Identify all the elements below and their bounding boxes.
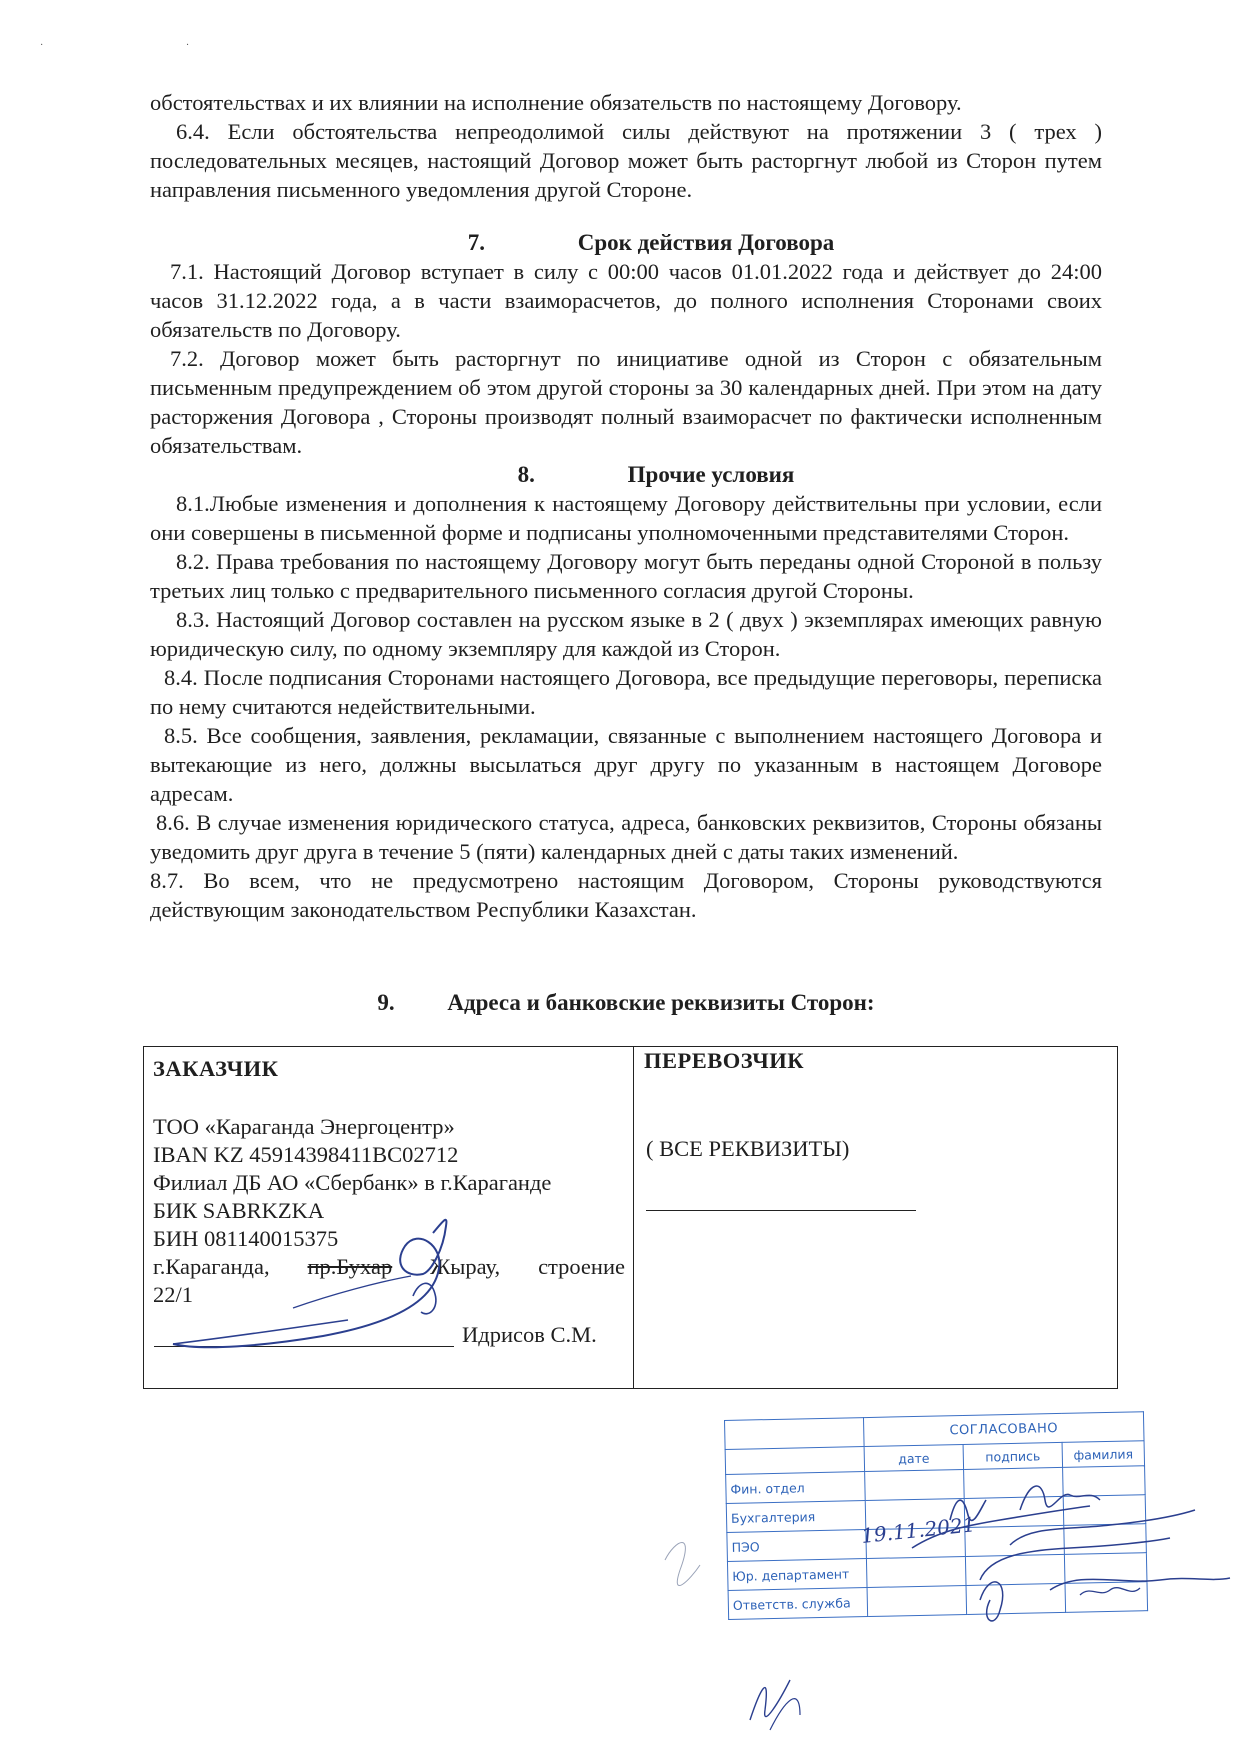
section-9-heading [150, 990, 1102, 1016]
address-building-label: строение [538, 1254, 625, 1279]
section-7-heading [150, 228, 1102, 257]
customer-iban: IBAN KZ 45914398411BC02712 [153, 1142, 459, 1167]
clause-8-3: 8.3. Настоящий Договор составлен на русском языке в 2 ( двух ) экземплярах имеющих равную юридическую силу, по одному экземпляру для каждой из Сторон. [150, 607, 1102, 661]
clause-7-1: 7.1. Настоящий Договор вступает в силу с 00:00 часов 01.01.2022 года и действует до 24:00 часов 31.12.2022 года, а в части взаиморасчетов, до полного исполнения Сторонами своих обязательств по Договору. [150, 259, 1102, 342]
carrier-header: ПЕРЕВОЗЧИК [644, 1048, 805, 1073]
clause-8-5: 8.5. Все сообщения, заявления, рекламации, связанные с выполнением настоящего Договора и вытекающие из него, должны высылаться друг другу по указанным в настоящем Договоре адресам. [150, 723, 1102, 806]
customer-bin: БИН 081140015375 [153, 1226, 339, 1251]
stamp-handwritten-signatures [650, 1470, 1240, 1754]
carrier-requisites-placeholder: ( ВСЕ РЕКВИЗИТЫ) [646, 1136, 850, 1161]
address-city: г.Караганда, [153, 1254, 270, 1279]
customer-signature-image [143, 1046, 643, 1386]
customer-header: ЗАКАЗЧИК [153, 1056, 279, 1081]
stamp-row-accounting: Бухгалтерия [726, 1501, 866, 1533]
clause-8-6: 8.6. В случае изменения юридического статуса, адреса, банковских реквизитов, Стороны обязаны уведомить друг друга в течение 5 (пяти) календарных дней с даты таких изменений. [150, 810, 1102, 864]
section-8-number: 8. [517, 462, 535, 487]
section-9-number: 9. [377, 990, 395, 1015]
clause-8-2: 8.2. Права требования по настоящему Договору могут быть переданы одной Стороной в пользу третьих лиц только с предварительного письменного согласия другой Стороны. [150, 549, 1102, 603]
stamp-handwritten-date: 19.11.2021 [860, 1512, 977, 1548]
customer-address-number: 22/1 [153, 1282, 194, 1307]
address-street-cont: Жырау, [430, 1254, 501, 1279]
customer-bik: БИК SABRKZKA [153, 1198, 325, 1223]
stamp-corner [725, 1418, 865, 1450]
stamp-row-responsible: Ответств. служба [728, 1588, 868, 1620]
stamp-row-peo: ПЭО [727, 1530, 867, 1562]
contract-body [150, 88, 1102, 924]
customer-bank: Филиал ДБ АО «Сбербанк» в г.Караганде [153, 1170, 552, 1195]
section-7-number: 7. [467, 230, 485, 255]
scan-specks: · · [40, 40, 260, 51]
section-8-title: Прочие условия [627, 462, 795, 487]
section-9-title: Адреса и банковские реквизиты Сторон: [447, 990, 875, 1015]
stamp-col-date: дате [864, 1444, 964, 1471]
section-8-heading [150, 460, 1102, 489]
clause-8-4: 8.4. После подписания Сторонами настоящего Договора, все предыдущие переговоры, переписка по нему считаются недействительными. [150, 665, 1102, 719]
stamp-col-sign: подпись [963, 1442, 1063, 1469]
customer-signatory: Идрисов С.М. [462, 1322, 597, 1347]
section-7-title: Срок действия Договора [577, 230, 835, 255]
clause-8-1: 8.1.Любые изменения и дополнения к настоящему Договору действительны при условии, если они совершены в письменной форме и подписаны уполномоченными представителями Сторон. [150, 491, 1102, 545]
clause-8-7: 8.7. Во всем, что не предусмотрено настоящим Договором, Стороны руководствуются действующим законодательством Республики Казахстан. [150, 868, 1102, 922]
clause-6-4: 6.4. Если обстоятельства непреодолимой силы действуют на протяжении 3 ( трех ) последовательных месяцев, настоящий Договор может быть расторгнут любой из Сторон путем направления письменного уведомления другой Стороне. [150, 119, 1102, 202]
customer-company: ТОО «Караганда Энергоцентр» [153, 1114, 455, 1139]
clause-7-2: 7.2. Договор может быть расторгнут по инициативе одной из Сторон с обязательным письменным предупреждением об этом другой стороны за 30 календарных дней. При этом на дату расторжения Договора , Стороны производят полный взаиморасчет по фактически исполненным обязательствам. [150, 346, 1102, 458]
carrier-signature-line [646, 1210, 916, 1211]
carrier-column [634, 1047, 1117, 1388]
stamp-row-legal: Юр. департамент [727, 1559, 867, 1591]
stamp-title: СОГЛАСОВАНО [863, 1412, 1144, 1447]
address-street: пр.Бухар [307, 1254, 393, 1279]
stamp-row-finance: Фин. отдел [726, 1472, 866, 1504]
stamp-col-name: фамилия [1062, 1441, 1145, 1468]
paragraph-6-3-end: обстоятельствах и их влиянии на исполнение обязательств по настоящему Договору. [150, 90, 962, 115]
